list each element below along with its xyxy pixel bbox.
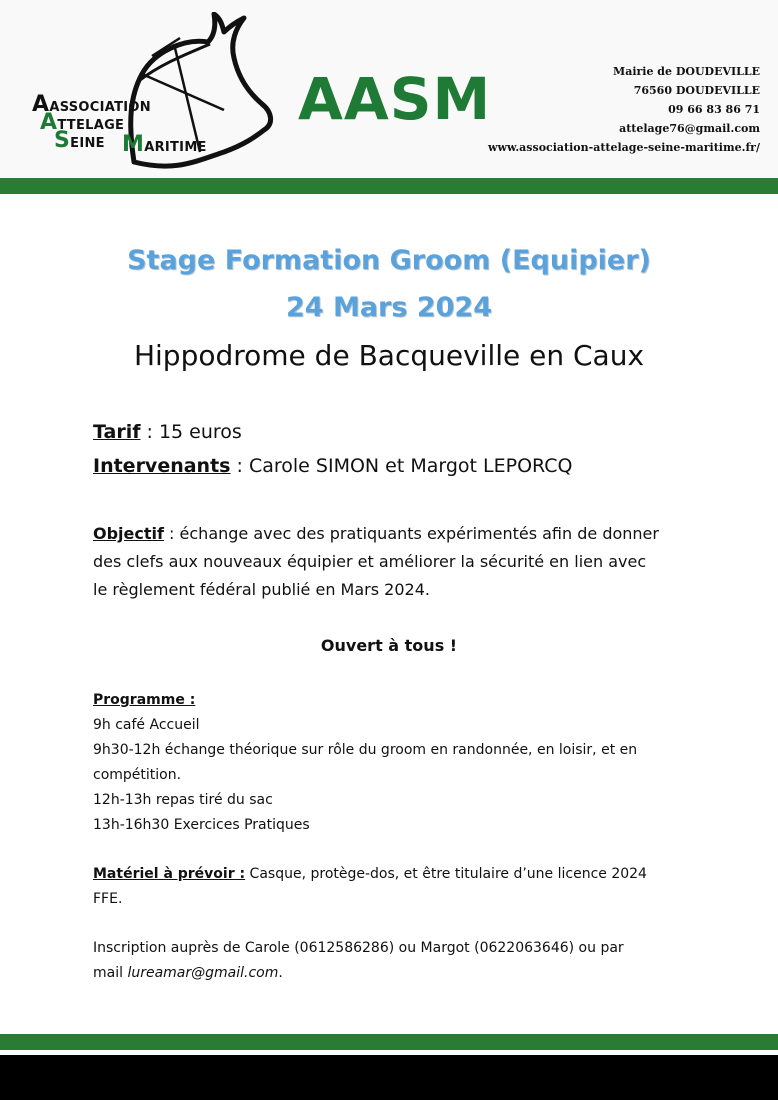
inscription-suffix: .: [278, 965, 283, 981]
objectif-line-1: : échange avec des pratiquants expérimentés afin de donner: [163, 524, 659, 543]
brand-name: AASM: [298, 65, 492, 133]
top-green-band: [0, 178, 778, 194]
event-title: Stage Formation Groom (Equipier): [127, 245, 651, 276]
objectif-line-2: des clefs aux nouveaux équipier et améliorer la sécurité en lien avec: [93, 552, 647, 571]
logo-word-maritime: ARITIME: [144, 140, 207, 155]
tarif-line: [93, 421, 242, 443]
objectif-line-3: le règlement fédéral publié en Mars 2024.: [93, 580, 430, 599]
programme-item: compétition.: [93, 767, 182, 783]
bottom-black-band: [0, 1055, 778, 1100]
contact-website[interactable]: www.association-attelage-seine-maritime.fr/: [488, 141, 760, 154]
programme-label: Programme :: [93, 692, 196, 708]
contact-block: [488, 62, 760, 157]
programme-block: [93, 688, 713, 838]
materiel-label: Matériel à prévoir :: [93, 866, 246, 882]
programme-item: 9h café Accueil: [93, 717, 200, 733]
logo-word-seine: EINE: [70, 136, 105, 151]
contact-mairie: Mairie de DOUDEVILLE: [613, 65, 760, 78]
materiel-line-1: Casque, protège-dos, et être titulaire d’une licence 2024: [245, 866, 647, 882]
open-to-all: Ouvert à tous !: [320, 636, 458, 655]
materiel-line-2: FFE.: [93, 891, 123, 907]
materiel-block: [93, 862, 713, 912]
inscription-email[interactable]: lureamar@gmail.com: [127, 965, 279, 981]
logo-word-attelage: TTELAGE: [57, 118, 125, 133]
inscription-block: [93, 936, 713, 986]
inscription-mail-prefix: mail: [93, 965, 128, 981]
objectif-label: Objectif: [93, 524, 164, 543]
bottom-green-band: [0, 1034, 778, 1050]
programme-item: 9h30-12h échange théorique sur rôle du groom en randonnée, en loisir, et en: [93, 742, 638, 758]
logo-initial-a2: A: [40, 110, 58, 135]
intervenants-value: : Carole SIMON et Margot LEPORCQ: [230, 455, 573, 477]
association-logo: [24, 12, 280, 172]
intervenants-line: [93, 455, 573, 477]
contact-email[interactable]: attelage76@gmail.com: [619, 122, 760, 135]
logo-word-association: ASSOCIATION: [49, 100, 151, 115]
tarif-label: Tarif: [93, 421, 141, 443]
letterhead: [0, 0, 778, 178]
contact-city: 76560 DOUDEVILLE: [633, 84, 760, 97]
event-venue: Hippodrome de Bacqueville en Caux: [133, 339, 645, 372]
objectif-paragraph: [93, 520, 713, 604]
programme-item: 12h-13h repas tiré du sac: [93, 792, 273, 808]
logo-initial-s: S: [54, 128, 71, 153]
inscription-line-1: Inscription auprès de Carole (0612586286) ou Margot (0622063646) ou par: [93, 940, 624, 956]
logo-initial-m: M: [122, 132, 145, 157]
event-date: 24 Mars 2024: [286, 292, 492, 323]
tarif-value: : 15 euros: [140, 421, 242, 443]
intervenants-label: Intervenants: [93, 455, 231, 477]
contact-phone: 09 66 83 86 71: [668, 103, 760, 116]
logo-initial-a1: A: [32, 92, 50, 117]
programme-item: 13h-16h30 Exercices Pratiques: [93, 817, 310, 833]
